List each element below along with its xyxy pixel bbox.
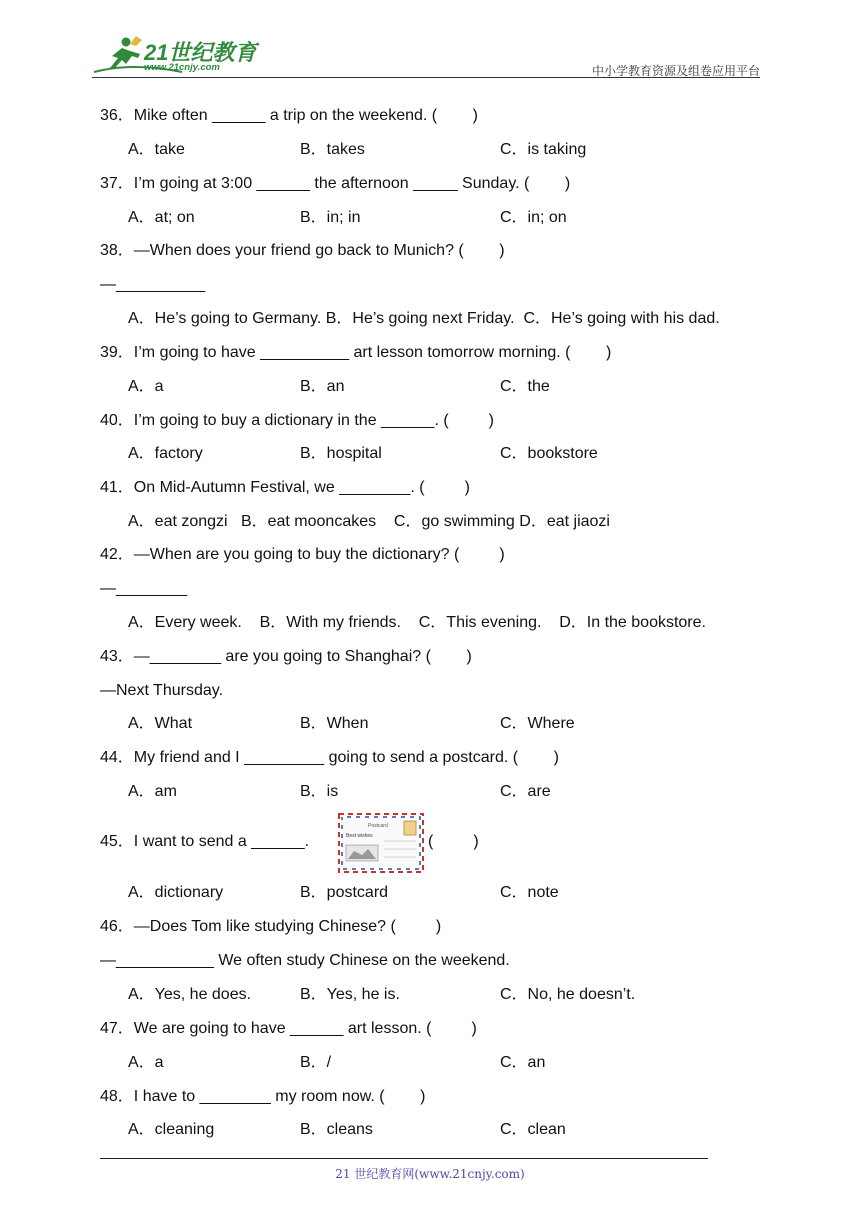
question-text: —__________ — [100, 276, 205, 293]
answer-option: C．bookstore — [500, 445, 598, 462]
answer-option: B．cleans — [300, 1121, 373, 1138]
answer-option: B．When — [300, 715, 369, 732]
question-text: —Next Thursday. — [100, 682, 224, 699]
question-text: —___________ We often study Chinese on the weekend. — [100, 952, 510, 969]
question-text: 47．We are going to have ______ art lesson. ( ) — [100, 1020, 477, 1037]
postcard-greeting: Best wishes — [346, 833, 373, 839]
question-text: 44．My friend and I _________ going to send a postcard. ( ) — [100, 749, 559, 766]
question-text: 39．I’m going to have __________ art lesson tomorrow morning. ( ) — [100, 344, 612, 361]
answer-options-line: A．eat zongzi B．eat mooncakes C．go swimming D．eat jiaozi — [128, 513, 610, 530]
question-text: 38．—When does your friend go back to Munich? ( ) — [100, 242, 505, 259]
answer-option: C．clean — [500, 1121, 566, 1138]
answer-options-line: A．Every week. B．With my friends. C．This evening. D．In the bookstore. — [128, 614, 706, 631]
question-text: 43．—________ are you going to Shanghai? ( ) — [100, 648, 472, 665]
postcard-label: Postcard — [368, 823, 388, 829]
answer-option: B．/ — [300, 1054, 332, 1071]
header-platform-text: 中小学教育资源及组卷应用平台 — [591, 64, 760, 78]
answer-option: B．Yes, he is. — [300, 986, 400, 1003]
answer-option: B．takes — [300, 141, 365, 158]
answer-option: B．hospital — [300, 445, 382, 462]
logo-text: 21世纪教育 — [144, 40, 257, 65]
answer-option: C．are — [500, 783, 551, 800]
answer-option: C．the — [500, 378, 550, 395]
answer-option: A．a — [128, 1054, 164, 1071]
answer-option: A．Yes, he does. — [128, 986, 252, 1003]
question-text: 46．—Does Tom like studying Chinese? ( ) — [100, 918, 442, 935]
answer-option: A．am — [128, 783, 177, 800]
answer-option: C．in; on — [500, 209, 567, 226]
footer-divider — [100, 1158, 708, 1159]
question-text: —________ — [100, 580, 188, 597]
logo-url: www.21cnjy.com — [144, 62, 220, 73]
question-text: 42．—When are you going to buy the dictionary? ( ) — [100, 546, 505, 563]
question-text: 41．On Mid-Autumn Festival, we ________. ( ) — [100, 479, 470, 496]
postcard-image — [338, 813, 424, 873]
question-text: 48．I have to ________ my room now. ( ) — [100, 1088, 426, 1105]
question-text: 40．I’m going to buy a dictionary in the ______. ( ) — [100, 412, 494, 429]
question-text: 45．I want to send a ______. — [100, 833, 310, 850]
page-header — [92, 30, 760, 78]
header-divider — [92, 77, 760, 78]
answer-option: A．take — [128, 141, 185, 158]
answer-option: C．No, he doesn’t. — [500, 986, 636, 1003]
answer-option: C．an — [500, 1054, 546, 1071]
answer-option: B．is — [300, 783, 339, 800]
answer-bracket: ( ) — [428, 833, 479, 850]
answer-option: B．postcard — [300, 884, 389, 901]
answer-option: C．is taking — [500, 141, 587, 158]
answer-option: A．What — [128, 715, 193, 732]
answer-option: C．Where — [500, 715, 575, 732]
answer-option: A．cleaning — [128, 1121, 215, 1138]
footer-text: 21 世纪教育网(www.21cnjy.com) — [335, 1167, 525, 1181]
answer-option: A．dictionary — [128, 884, 224, 901]
answer-option: C．note — [500, 884, 559, 901]
answer-option: A．factory — [128, 445, 203, 462]
answer-option: A．at; on — [128, 209, 195, 226]
question-text: 37．I’m going at 3:00 ______ the afternoon _____ Sunday. ( ) — [100, 175, 571, 192]
answer-option: A．a — [128, 378, 164, 395]
answer-option: B．an — [300, 378, 345, 395]
question-text: 36．Mike often ______ a trip on the weekend. ( ) — [100, 107, 478, 124]
answer-options-line: A．He’s going to Germany. B．He’s going next Friday. C．He’s going with his dad. — [128, 310, 720, 327]
answer-option: B．in; in — [300, 209, 361, 226]
